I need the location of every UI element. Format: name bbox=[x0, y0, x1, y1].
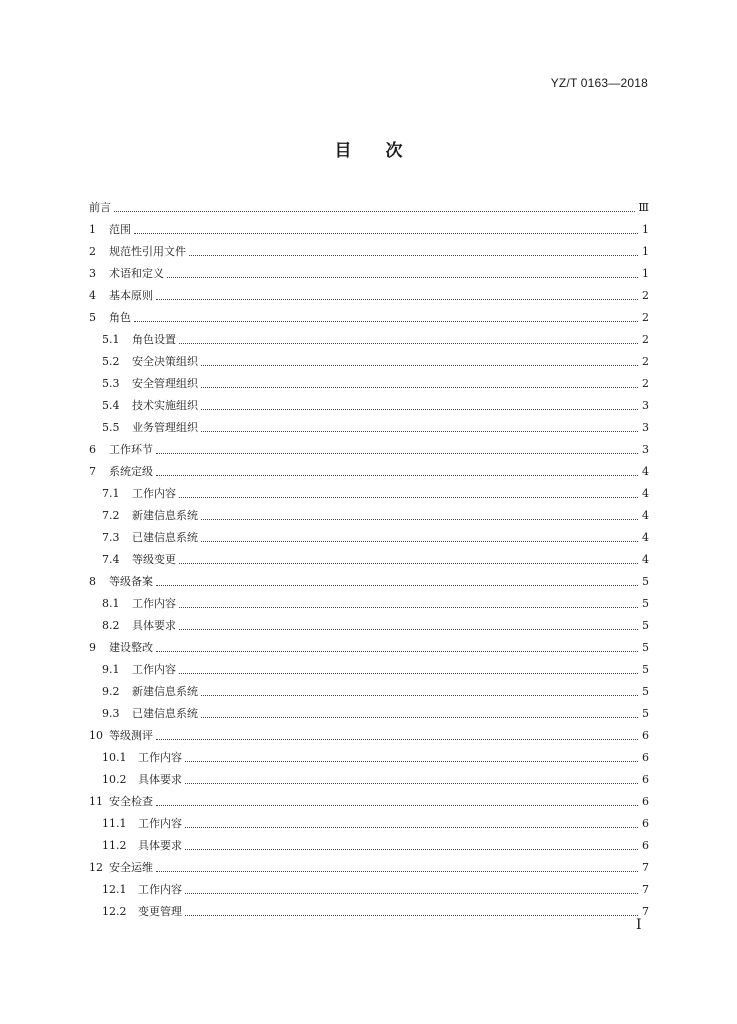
toc-entry-label: 安全管理组织 bbox=[132, 377, 198, 390]
toc-entry-number: 5.3 bbox=[102, 377, 120, 390]
toc-entry-label: 术语和定义 bbox=[109, 267, 164, 280]
toc-entry-label: 具体要求 bbox=[132, 619, 176, 632]
toc-entry-number: 10.2 bbox=[102, 773, 127, 786]
toc-entry-page: 2 bbox=[642, 289, 649, 302]
toc-entry-label: 新建信息系统 bbox=[132, 685, 198, 698]
toc-leader-dots bbox=[156, 298, 638, 300]
toc-leader-dots bbox=[179, 606, 638, 608]
toc-leader-dots bbox=[201, 540, 638, 542]
toc-entry bbox=[89, 787, 649, 809]
toc-entry bbox=[89, 897, 649, 919]
toc-entry-number: 12.1 bbox=[102, 883, 127, 896]
toc-entry-page: 3 bbox=[642, 421, 649, 434]
toc-entry-number: 12.2 bbox=[102, 905, 127, 918]
toc-leader-dots bbox=[185, 782, 638, 784]
toc-entry-label: 安全运维 bbox=[109, 861, 153, 874]
toc-entry bbox=[89, 413, 649, 435]
toc-entry-number: 10 bbox=[89, 729, 103, 742]
toc-leader-dots bbox=[179, 562, 638, 564]
toc-entry bbox=[89, 259, 649, 281]
toc-entry bbox=[89, 677, 649, 699]
toc-leader-dots bbox=[185, 914, 638, 916]
toc-entry-page: 1 bbox=[642, 223, 649, 236]
toc-entry-number: 8 bbox=[89, 575, 96, 588]
toc-entry-label: 工作内容 bbox=[132, 487, 176, 500]
toc-leader-dots bbox=[201, 408, 638, 410]
toc-entry-page: 5 bbox=[642, 619, 649, 632]
toc-entry-page: 2 bbox=[642, 311, 649, 324]
toc-leader-dots bbox=[185, 892, 638, 894]
toc-entry bbox=[89, 479, 649, 501]
toc-entry-label: 建设整改 bbox=[109, 641, 153, 654]
toc-entry-number: 7 bbox=[89, 465, 96, 478]
toc-entry bbox=[89, 325, 649, 347]
toc-entry-label: 安全检查 bbox=[109, 795, 153, 808]
toc-entry-label: 具体要求 bbox=[138, 839, 182, 852]
toc-entry-page: 4 bbox=[642, 553, 649, 566]
toc-entry-number: 7.2 bbox=[102, 509, 120, 522]
toc-entry-page: 5 bbox=[642, 707, 649, 720]
toc-entry-label: 等级变更 bbox=[132, 553, 176, 566]
toc-entry-number: 9.2 bbox=[102, 685, 120, 698]
toc-entry-number: 10.1 bbox=[102, 751, 127, 764]
toc-entry-page: 7 bbox=[642, 905, 649, 918]
toc-entry-number: 11 bbox=[89, 795, 103, 808]
toc-entry-page: 7 bbox=[642, 883, 649, 896]
toc-entry-number: 7.1 bbox=[102, 487, 120, 500]
toc-entry bbox=[89, 501, 649, 523]
toc-entry-page: 4 bbox=[642, 487, 649, 500]
toc-entry bbox=[89, 545, 649, 567]
toc-entry-page: 5 bbox=[642, 685, 649, 698]
toc-leader-dots bbox=[201, 364, 638, 366]
toc-entry-page: 4 bbox=[642, 531, 649, 544]
toc-entry bbox=[89, 347, 649, 369]
toc-entry-page: 4 bbox=[642, 465, 649, 478]
toc-entry-number: 12 bbox=[89, 861, 103, 874]
toc-entry-number: 6 bbox=[89, 443, 96, 456]
toc-entry bbox=[89, 853, 649, 875]
toc-entry-page: 5 bbox=[642, 663, 649, 676]
toc-leader-dots bbox=[156, 452, 638, 454]
toc-entry-page: 6 bbox=[642, 751, 649, 764]
toc-entry-number: 5.4 bbox=[102, 399, 120, 412]
toc-entry bbox=[89, 743, 649, 765]
toc-entry-label: 工作内容 bbox=[132, 597, 176, 610]
toc-entry-page: 6 bbox=[642, 729, 649, 742]
toc-entry-number: 9.3 bbox=[102, 707, 120, 720]
toc-leader-dots bbox=[201, 430, 638, 432]
toc-entry-number: 5.1 bbox=[102, 333, 120, 346]
toc-entry-number: 4 bbox=[89, 289, 96, 302]
page-number: Ⅰ bbox=[636, 917, 642, 933]
toc-entry-number: 11.1 bbox=[102, 817, 127, 830]
toc-entry-label: 已建信息系统 bbox=[132, 531, 198, 544]
toc-leader-dots bbox=[189, 254, 638, 256]
toc-entry-label: 工作内容 bbox=[138, 817, 182, 830]
toc-entry-number: 7.3 bbox=[102, 531, 120, 544]
toc-entry-number: 8.2 bbox=[102, 619, 120, 632]
toc-entry-label: 基本原则 bbox=[109, 289, 153, 302]
toc-leader-dots bbox=[179, 672, 638, 674]
toc-entry-label: 工作环节 bbox=[109, 443, 153, 456]
toc-entry-label: 角色 bbox=[109, 311, 131, 324]
toc-leader-dots bbox=[179, 496, 638, 498]
toc-leader-dots bbox=[185, 760, 638, 762]
toc-entry-page: 5 bbox=[642, 597, 649, 610]
toc-entry bbox=[89, 435, 649, 457]
toc-entry bbox=[89, 655, 649, 677]
toc-title: 目 次 bbox=[334, 141, 403, 161]
toc-entry bbox=[89, 303, 649, 325]
toc-leader-dots bbox=[201, 694, 638, 696]
toc-leader-dots bbox=[156, 650, 638, 652]
toc-entry-label: 规范性引用文件 bbox=[109, 245, 186, 258]
toc-entry-label: 工作内容 bbox=[138, 751, 182, 764]
toc-entry bbox=[89, 633, 649, 655]
toc-entry-label: 业务管理组织 bbox=[132, 421, 198, 434]
toc-entry bbox=[89, 809, 649, 831]
toc-entry-page: 1 bbox=[642, 267, 649, 280]
toc-leader-dots bbox=[134, 320, 638, 322]
toc-entry-label: 具体要求 bbox=[138, 773, 182, 786]
toc-leader-dots bbox=[156, 870, 638, 872]
toc-entry-label: 技术实施组织 bbox=[132, 399, 198, 412]
toc-entry-page: 6 bbox=[642, 773, 649, 786]
toc-entry-page: 2 bbox=[642, 355, 649, 368]
toc-entry-label: 范围 bbox=[109, 223, 131, 236]
toc-entry-label: 变更管理 bbox=[138, 905, 182, 918]
toc-leader-dots bbox=[114, 210, 635, 212]
toc-entry-label: 已建信息系统 bbox=[132, 707, 198, 720]
toc-entry-page: 6 bbox=[642, 817, 649, 830]
toc-entry-label: 等级测评 bbox=[109, 729, 153, 742]
toc-entry bbox=[89, 281, 649, 303]
toc-entry bbox=[89, 215, 649, 237]
toc-entry bbox=[89, 193, 649, 215]
toc-leader-dots bbox=[167, 276, 638, 278]
toc-entry bbox=[89, 457, 649, 479]
toc-entry bbox=[89, 611, 649, 633]
toc-entry bbox=[89, 875, 649, 897]
toc-entry-page: 2 bbox=[642, 333, 649, 346]
toc-entry-page: 2 bbox=[642, 377, 649, 390]
toc-entry-page: 3 bbox=[642, 443, 649, 456]
toc-entry-number: 3 bbox=[89, 267, 96, 280]
toc-leader-dots bbox=[179, 628, 638, 630]
table-of-contents bbox=[89, 193, 649, 919]
toc-entry-number: 8.1 bbox=[102, 597, 120, 610]
toc-entry-page: 6 bbox=[642, 795, 649, 808]
toc-entry-number: 9 bbox=[89, 641, 96, 654]
toc-leader-dots bbox=[134, 232, 638, 234]
toc-entry-number: 1 bbox=[89, 223, 96, 236]
toc-leader-dots bbox=[201, 518, 638, 520]
toc-entry bbox=[89, 237, 649, 259]
toc-entry-number: 5 bbox=[89, 311, 96, 324]
toc-entry-label: 新建信息系统 bbox=[132, 509, 198, 522]
toc-leader-dots bbox=[156, 474, 638, 476]
toc-entry-label: 前言 bbox=[89, 201, 111, 214]
toc-entry bbox=[89, 589, 649, 611]
toc-entry bbox=[89, 369, 649, 391]
toc-entry-label: 安全决策组织 bbox=[132, 355, 198, 368]
toc-leader-dots bbox=[156, 804, 638, 806]
toc-entry bbox=[89, 567, 649, 589]
toc-entry-page: 6 bbox=[642, 839, 649, 852]
toc-leader-dots bbox=[179, 342, 638, 344]
toc-entry-number: 5.2 bbox=[102, 355, 120, 368]
toc-entry-label: 角色设置 bbox=[132, 333, 176, 346]
toc-entry-number: 7.4 bbox=[102, 553, 120, 566]
toc-entry bbox=[89, 523, 649, 545]
toc-leader-dots bbox=[156, 584, 638, 586]
toc-entry-page: Ⅲ bbox=[638, 201, 649, 214]
toc-entry-label: 系统定级 bbox=[109, 465, 153, 478]
toc-leader-dots bbox=[201, 716, 638, 718]
toc-entry-page: 5 bbox=[642, 641, 649, 654]
toc-entry-number: 5.5 bbox=[102, 421, 120, 434]
toc-leader-dots bbox=[185, 848, 638, 850]
toc-entry-label: 工作内容 bbox=[132, 663, 176, 676]
document-code: YZ/T 0163—2018 bbox=[550, 76, 648, 90]
toc-entry bbox=[89, 699, 649, 721]
toc-entry-number: 2 bbox=[89, 245, 96, 258]
toc-entry bbox=[89, 391, 649, 413]
toc-leader-dots bbox=[156, 738, 638, 740]
toc-entry bbox=[89, 721, 649, 743]
toc-entry bbox=[89, 765, 649, 787]
toc-entry-page: 1 bbox=[642, 245, 649, 258]
toc-entry-page: 3 bbox=[642, 399, 649, 412]
toc-entry-number: 9.1 bbox=[102, 663, 120, 676]
toc-leader-dots bbox=[185, 826, 638, 828]
toc-entry-label: 工作内容 bbox=[138, 883, 182, 896]
toc-entry-page: 7 bbox=[642, 861, 649, 874]
toc-entry-page: 4 bbox=[642, 509, 649, 522]
toc-entry-label: 等级备案 bbox=[109, 575, 153, 588]
toc-entry-number: 11.2 bbox=[102, 839, 127, 852]
toc-leader-dots bbox=[201, 386, 638, 388]
toc-entry-page: 5 bbox=[642, 575, 649, 588]
toc-entry bbox=[89, 831, 649, 853]
